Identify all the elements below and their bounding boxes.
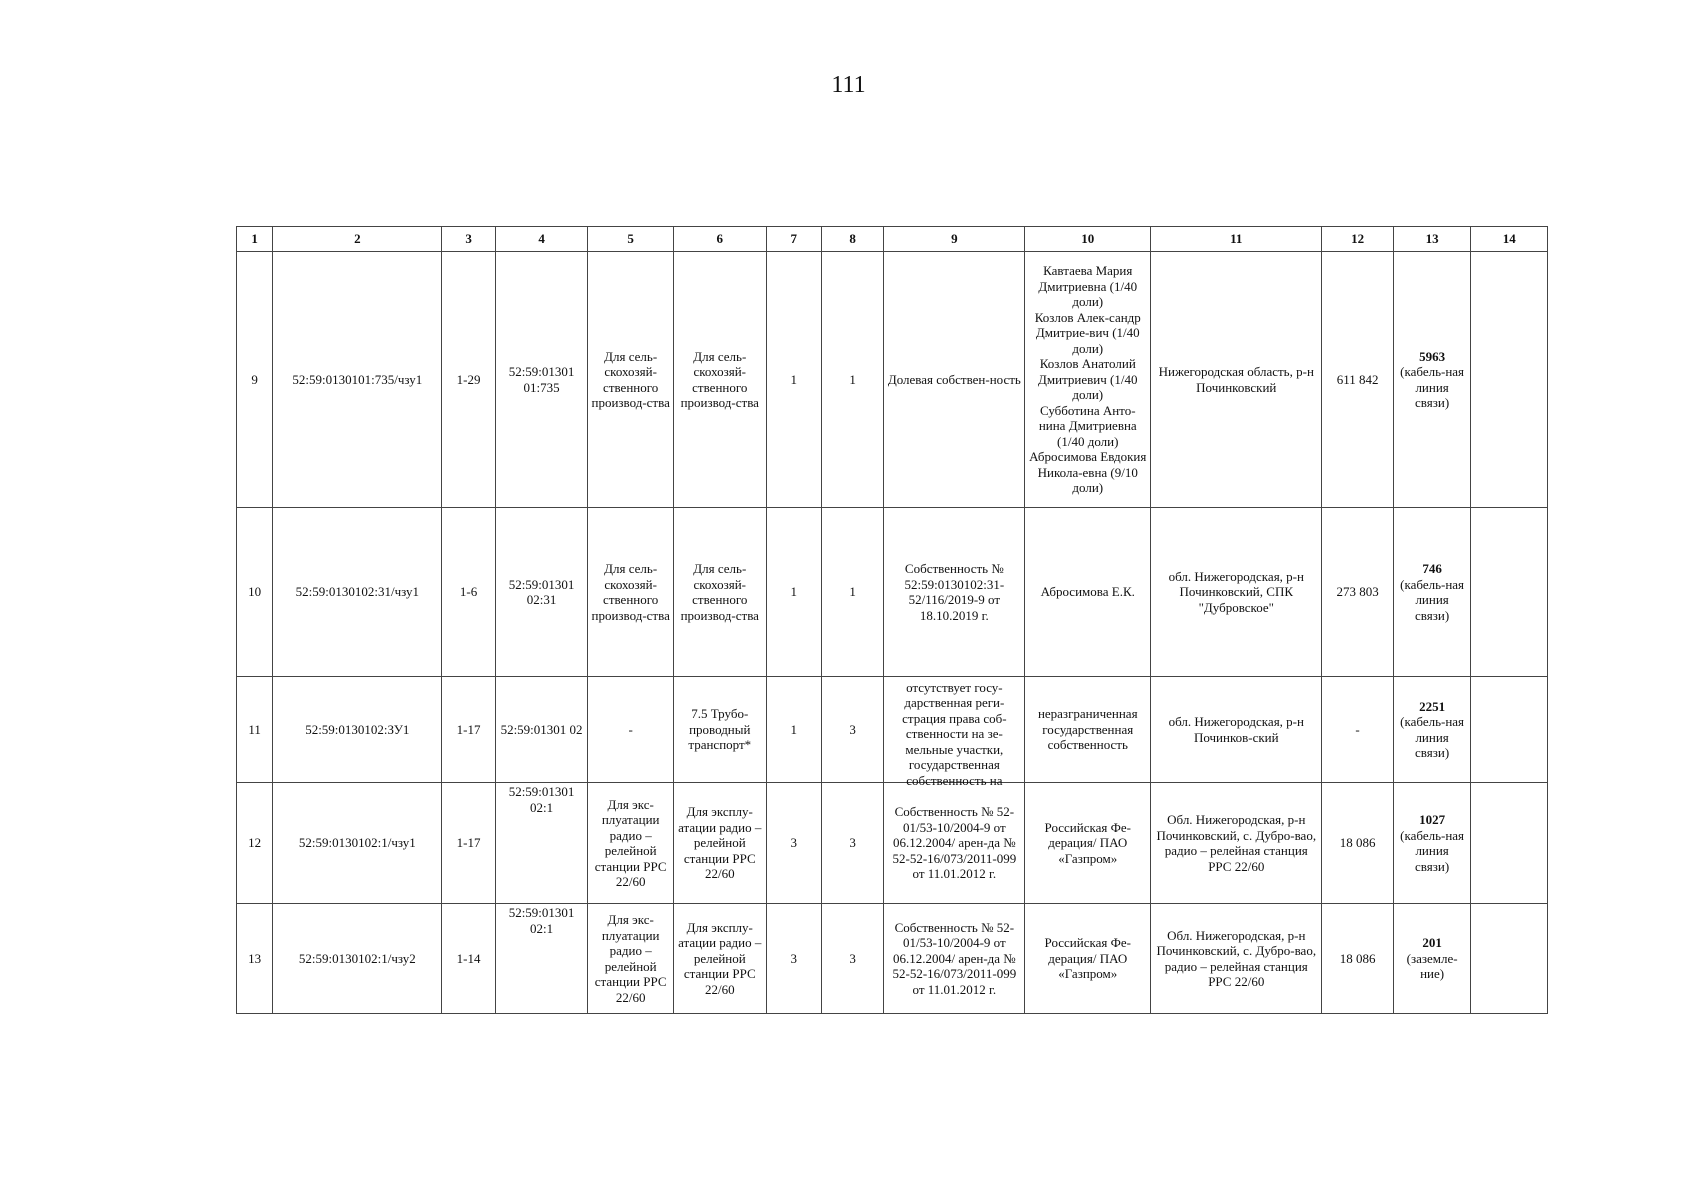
- cell-easement: [1393, 904, 1471, 1014]
- cell-col8: 1: [821, 508, 883, 677]
- owner-entry: Козлов Алек-сандр Дмитрие-вич (1/40 доли): [1034, 309, 1141, 356]
- col-header-5: 5: [588, 227, 674, 252]
- easement-type: (кабель-ная линия связи): [1400, 714, 1465, 760]
- col-header-2: 2: [273, 227, 442, 252]
- col-header-1: 1: [237, 227, 273, 252]
- cell-area: 18 086: [1322, 783, 1393, 904]
- cell-owners: [1025, 252, 1151, 508]
- cell-cadastral-part: 52:59:0130102:ЗУ1: [273, 677, 442, 783]
- cell-category: -: [588, 677, 674, 783]
- cell-rights: Собственность № 52-01/53-10/2004-9 от 06.12.2004/ арен-да № 52-52-16/073/2011-099 от 11.01.2012 г.: [884, 904, 1025, 1014]
- table-row: [237, 508, 1548, 677]
- cell-permitted-use: Для эксплу-атации радио – релейной станции РРС 22/60: [673, 904, 766, 1014]
- table-row: [237, 904, 1548, 1014]
- col-header-12: 12: [1322, 227, 1393, 252]
- cell-easement: [1393, 252, 1471, 508]
- cell-rights: Собственность № 52-01/53-10/2004-9 от 06.12.2004/ арен-да № 52-52-16/073/2011-099 от 11.01.2012 г.: [884, 783, 1025, 904]
- cell-number: 9: [237, 252, 273, 508]
- cell-address: Обл. Нижегородская, р-н Починковский, с. Дубро-вао, радио – релейная станция РРС 22/60: [1151, 904, 1322, 1014]
- owner-entry: Российская Фе-дерация/ ПАО «Газпром»: [1044, 819, 1131, 866]
- easement-type: (заземле-ние): [1406, 950, 1458, 982]
- cell-category: Для сель-скохозяй-ственного производ-ства: [588, 508, 674, 677]
- owner-entry: Кавтаева Мария Дмитриевна (1/40 доли): [1038, 263, 1138, 310]
- easement-type: (кабель-ная линия связи): [1400, 576, 1465, 623]
- cell-address: Нижегородская область, р-н Починковский: [1151, 252, 1322, 508]
- cell-points: 1-29: [442, 252, 495, 508]
- cell-col8: 1: [821, 252, 883, 508]
- table-row: [237, 677, 1548, 783]
- cell-number: 11: [237, 677, 273, 783]
- col-header-8: 8: [821, 227, 883, 252]
- cell-cadastral-number: 52:59:01301 02:31: [495, 508, 588, 677]
- cell-col7: 1: [766, 252, 821, 508]
- cell-area: 273 803: [1322, 508, 1393, 677]
- cell-cadastral-part: 52:59:0130102:31/чзу1: [273, 508, 442, 677]
- cell-permitted-use: Для сель-скохозяй-ственного производ-ства: [673, 252, 766, 508]
- easement-type: (кабель-ная линия связи): [1400, 827, 1465, 874]
- cell-owners: [1025, 508, 1151, 677]
- easement-length: 201: [1422, 935, 1442, 951]
- table-row: [237, 252, 1548, 508]
- cell-points: 1-14: [442, 904, 495, 1014]
- col-header-4: 4: [495, 227, 588, 252]
- cell-notes: [1471, 677, 1548, 783]
- cell-owners: [1025, 677, 1151, 783]
- cell-number: 13: [237, 904, 273, 1014]
- cell-cadastral-number: 52:59:01301 01:735: [495, 252, 588, 508]
- cell-col7: 3: [766, 783, 821, 904]
- cell-rights: [884, 677, 1025, 788]
- cell-points: 1-17: [442, 677, 495, 783]
- col-header-6: 6: [673, 227, 766, 252]
- cell-notes: [1471, 508, 1548, 677]
- col-header-13: 13: [1393, 227, 1471, 252]
- cell-area: 611 842: [1322, 252, 1393, 508]
- cell-address: обл. Нижегородская, р-н Починковский, СПК "Дубровское": [1151, 508, 1322, 677]
- cell-address: Обл. Нижегородская, р-н Починковский, с. Дубро-вао, радио – релейная станция РРС 22/60: [1151, 783, 1322, 904]
- col-header-14: 14: [1471, 227, 1548, 252]
- cell-notes: [1471, 252, 1548, 508]
- owner-entry: Российская Фе-дерация/ ПАО «Газпром»: [1044, 935, 1131, 982]
- table-row: [237, 783, 1548, 904]
- cell-owners: [1025, 783, 1151, 904]
- header-row: [237, 227, 1548, 252]
- easement-type: (кабель-ная линия связи): [1400, 364, 1465, 410]
- col-header-10: 10: [1025, 227, 1151, 252]
- rights-text: отсутствует госу-дарственная реги-страция права соб-ственности на зе-мельные участки, государственная собственность на: [902, 679, 1007, 788]
- cell-points: 1-17: [442, 783, 495, 904]
- cell-area: 18 086: [1322, 904, 1393, 1014]
- cell-rights: Собственность № 52:59:0130102:31-52/116/2019-9 от 18.10.2019 г.: [884, 508, 1025, 677]
- cell-owners: [1025, 904, 1151, 1014]
- cell-col7: 1: [766, 508, 821, 677]
- cell-permitted-use: 7.5 Трубо-проводный транспорт*: [673, 677, 766, 783]
- easement-length: 5963: [1419, 348, 1446, 364]
- cell-category: Для экс-плуатации радио – релейной станции РРС 22/60: [588, 783, 674, 904]
- cell-area: -: [1322, 677, 1393, 783]
- owner-entry: Абросимова Е.К.: [1040, 584, 1135, 600]
- col-header-3: 3: [442, 227, 495, 252]
- easement-length: 1027: [1419, 812, 1446, 827]
- easement-length: 2251: [1419, 698, 1446, 714]
- cell-address: обл. Нижегородская, р-н Починков-ский: [1151, 677, 1322, 783]
- cell-col8: 3: [821, 783, 883, 904]
- cell-cadastral-part: 52:59:0130102:1/чзу2: [273, 904, 442, 1014]
- col-header-9: 9: [884, 227, 1025, 252]
- cell-number: 10: [237, 508, 273, 677]
- easement-length: 746: [1422, 561, 1442, 576]
- owner-entry: Козлов Анатолий Дмитриевич (1/40 доли): [1038, 356, 1138, 403]
- cell-col8: 3: [821, 677, 883, 783]
- cell-col7: 3: [766, 904, 821, 1014]
- col-header-7: 7: [766, 227, 821, 252]
- cell-number: 12: [237, 783, 273, 904]
- cell-permitted-use: Для сель-скохозяй-ственного производ-ства: [673, 508, 766, 677]
- cell-points: 1-6: [442, 508, 495, 677]
- owner-entry: Абросимова Евдокия Никола-евна (9/10 доли): [1029, 449, 1147, 496]
- cell-rights: Долевая собствен-ность: [884, 252, 1025, 508]
- cell-cadastral-number: 52:59:01301 02:1: [495, 904, 588, 1014]
- cell-easement: [1393, 783, 1471, 904]
- cell-notes: [1471, 783, 1548, 904]
- cell-col8: 3: [821, 904, 883, 1014]
- page-number: 111: [831, 72, 866, 98]
- cell-cadastral-part: 52:59:0130101:735/чзу1: [273, 252, 442, 508]
- cell-notes: [1471, 904, 1548, 1014]
- cell-category: Для экс-плуатации радио – релейной станции РРС 22/60: [588, 904, 674, 1014]
- cell-permitted-use: Для эксплу-атации радио – релейной станции РРС 22/60: [673, 783, 766, 904]
- cell-cadastral-number: 52:59:01301 02: [495, 677, 588, 783]
- owner-entry: неразграниченная государственная собственность: [1037, 706, 1138, 753]
- land-plots-table: [236, 226, 1548, 1014]
- cell-easement: [1393, 677, 1471, 783]
- cell-easement: [1393, 508, 1471, 677]
- owner-entry: Субботина Анто-нина Дмитриевна (1/40 доли): [1038, 402, 1137, 449]
- col-header-11: 11: [1151, 227, 1322, 252]
- cell-cadastral-part: 52:59:0130102:1/чзу1: [273, 783, 442, 904]
- cell-category: Для сель-скохозяй-ственного производ-ства: [588, 252, 674, 508]
- cell-cadastral-number: 52:59:01301 02:1: [495, 783, 588, 904]
- cell-col7: 1: [766, 677, 821, 783]
